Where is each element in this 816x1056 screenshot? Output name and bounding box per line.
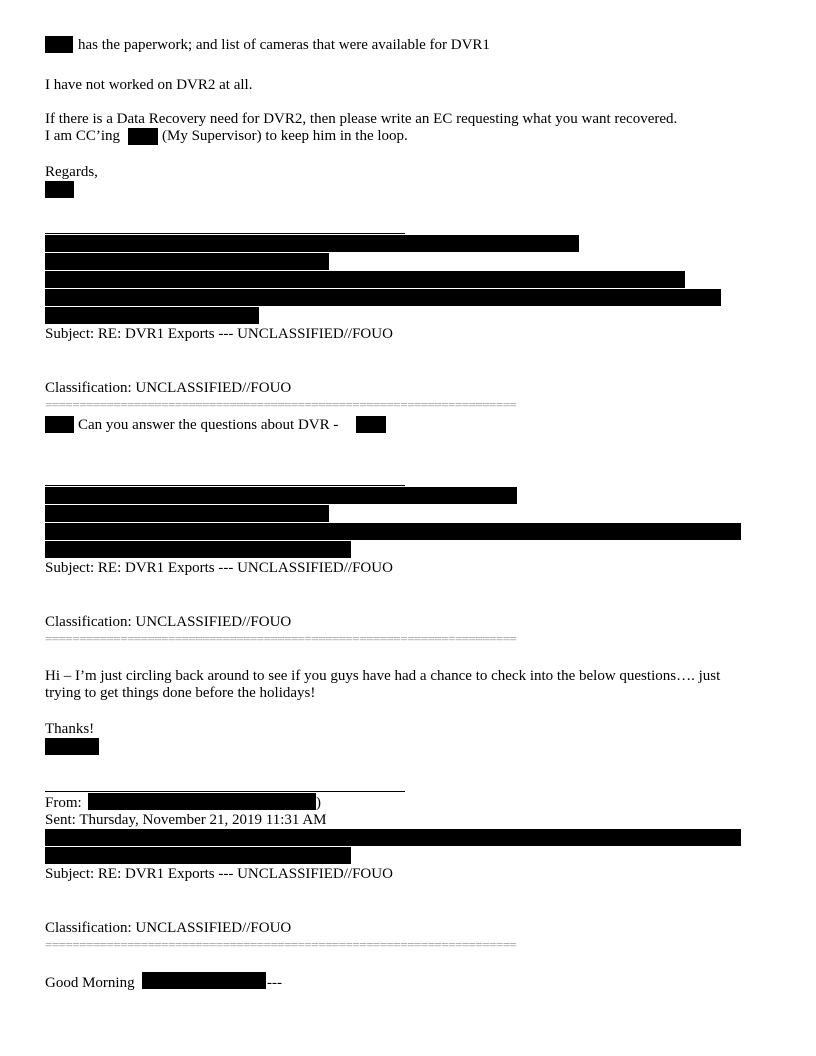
redaction-block <box>45 523 741 540</box>
text-line: I am CC’ing <box>45 128 120 144</box>
separator-line: ===================================================================== <box>45 940 517 950</box>
redaction-block <box>142 972 266 989</box>
redaction-block <box>45 307 259 324</box>
redaction-block <box>88 793 316 810</box>
text-line: I have not worked on DVR2 at all. <box>45 77 253 93</box>
text-line: If there is a Data Recovery need for DVR2, then please write an EC requesting what you want recovered. <box>45 111 678 127</box>
classification-line: Classification: UNCLASSIFIED//FOUO <box>45 920 292 936</box>
header-divider <box>45 791 405 792</box>
redaction-block <box>45 847 351 864</box>
classification-line: Classification: UNCLASSIFIED//FOUO <box>45 614 292 630</box>
greeting-text: Good Morning <box>45 975 135 991</box>
closing-text: Regards, <box>45 164 98 180</box>
from-label: From: <box>45 795 82 811</box>
closing-text: Thanks! <box>45 721 95 737</box>
redaction-block <box>45 738 99 755</box>
redaction-block <box>45 829 741 846</box>
text-line: ) <box>316 795 321 811</box>
separator-line: ===================================================================== <box>45 634 517 644</box>
text-line: Can you answer the questions about DVR - <box>78 417 339 433</box>
subject-line: Subject: RE: DVR1 Exports --- UNCLASSIFIED//FOUO <box>45 866 393 882</box>
classification-line: Classification: UNCLASSIFIED//FOUO <box>45 380 292 396</box>
text-line: has the paperwork; and list of cameras that were available for DVR1 <box>78 37 490 53</box>
redaction-block <box>45 289 721 306</box>
redaction-block <box>45 235 579 252</box>
redaction-block <box>45 505 329 522</box>
subject-line: Subject: RE: DVR1 Exports --- UNCLASSIFIED//FOUO <box>45 560 393 576</box>
header-divider <box>45 233 405 234</box>
header-divider <box>45 485 405 486</box>
text-line: --- <box>267 975 282 991</box>
separator-line: ===================================================================== <box>45 400 517 410</box>
redaction-block <box>45 271 685 288</box>
text-line: (My Supervisor) to keep him in the loop. <box>162 128 408 144</box>
redaction-block <box>45 181 74 198</box>
redaction-block <box>45 487 517 504</box>
redaction-block <box>45 36 73 53</box>
text-line: trying to get things done before the holidays! <box>45 685 316 701</box>
redaction-block <box>45 541 351 558</box>
redaction-block <box>128 128 158 145</box>
subject-line: Subject: RE: DVR1 Exports --- UNCLASSIFIED//FOUO <box>45 326 393 342</box>
sent-line: Sent: Thursday, November 21, 2019 11:31 AM <box>45 812 327 828</box>
redaction-block <box>356 416 386 433</box>
redaction-block <box>45 253 329 270</box>
text-line: Hi – I’m just circling back around to see if you guys have had a chance to check into the below questions…. just <box>45 668 721 684</box>
redaction-block <box>45 416 74 433</box>
